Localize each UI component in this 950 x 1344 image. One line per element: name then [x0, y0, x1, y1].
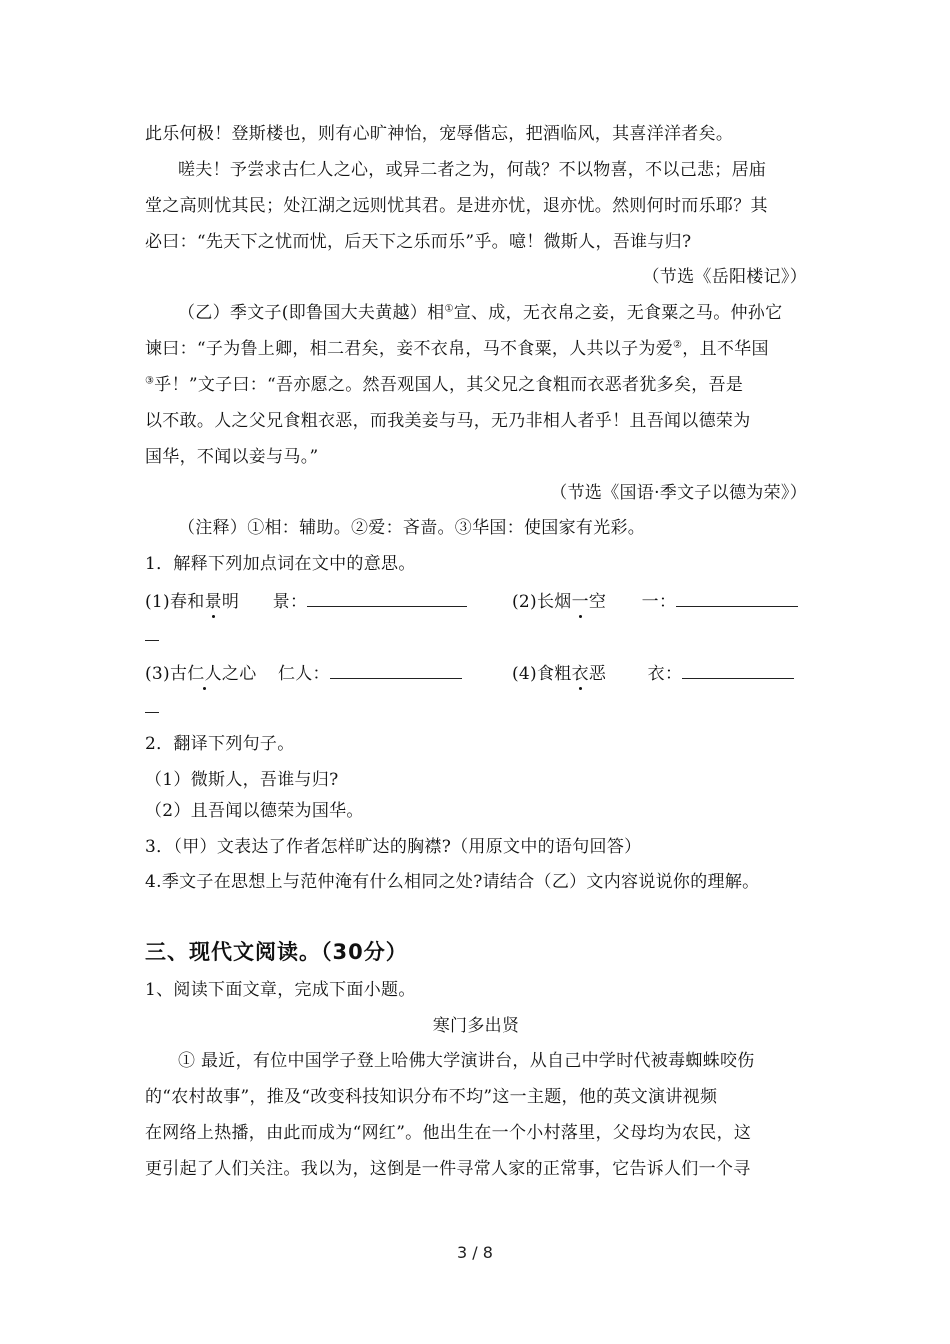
section-3-instruction: 1、阅读下面文章，完成下面小题。: [145, 980, 416, 1000]
answer-blank-1[interactable]: [307, 589, 467, 607]
answer-blank-3[interactable]: [330, 661, 462, 679]
passage-yi-line-3: [145, 374, 807, 396]
dotted-word: 衣: [571, 664, 589, 684]
question-1-row-2-overflow: [145, 697, 807, 719]
question-2-item-1: （1）微斯人，吾谁与归?: [145, 770, 339, 790]
item-prefix: (2)长烟: [512, 592, 572, 612]
answer-blank-2[interactable]: [676, 589, 798, 607]
item-suffix: 恶: [588, 664, 607, 684]
passage-jia-line-3: 堂之高则忧其民；处江湖之远则忧其君。是进亦忧，退亦忧。然则何时而乐耶？其: [145, 196, 768, 216]
question-1-item-1: [145, 589, 467, 613]
item-suffix: 空: [588, 592, 607, 612]
item-suffix: 明: [221, 592, 240, 612]
passage-yi-line-2: [145, 338, 807, 360]
answer-label: 景：: [272, 592, 308, 612]
question-1-item-2: [512, 589, 798, 613]
passage-jia-line-2: 嗟夫！予尝求古仁人之心，或异二者之为，何哉？不以物喜，不以己悲；居庙: [178, 160, 767, 180]
article-line-1: ① 最近，有位中国学子登上哈佛大学演讲台，从自己中学时代被毒蜘蛛咬伤: [178, 1051, 755, 1071]
answer-label: 一：: [641, 592, 677, 612]
article-line-3: 在网络上热播，由此而成为“网红”。他出生在一个小村落里，父母均为农民，这: [145, 1123, 752, 1143]
blank-overflow-dash: [145, 630, 159, 641]
article-line-2: 的“农村故事”，推及“改变科技知识分布不均”这一主题，他的英文演讲视频: [145, 1087, 718, 1107]
page-indicator: 3 / 8: [457, 1243, 493, 1262]
question-1-item-3: [145, 661, 462, 685]
passage-yi-line-1-b: 宣、成，无衣帛之妾，无食粟之马。仲孙它: [453, 303, 783, 323]
footnote-marker-3: ③: [145, 375, 155, 387]
question-1-row-2: [145, 661, 807, 683]
article-line-4: 更引起了人们关注。我以为，这倒是一件寻常人家的正常事，它告诉人们一个寻: [145, 1159, 751, 1179]
question-4-title: 4.季文子在思想上与范仲淹有什么相同之处?请结合（乙）文内容说说你的理解。: [145, 872, 760, 892]
passage-yi-line-3-b: 乎！”文子曰：“吾亦愿之。然吾观国人，其父兄之食粗而衣恶者犹多矣，吾是: [154, 375, 744, 395]
answer-label: 仁人：: [277, 664, 330, 684]
question-1-item-4: [512, 661, 794, 685]
question-1-row-1-overflow: [145, 625, 807, 647]
question-3-title: 3．（甲）文表达了作者怎样旷达的胸襟?（用原文中的语句回答）: [145, 837, 642, 857]
item-prefix: (1)春和: [145, 592, 205, 612]
passage-yi-line-5: 国华，不闻以妾与马。”: [145, 447, 319, 467]
item-prefix: (3)古: [145, 664, 188, 684]
blank-overflow-dash: [145, 702, 159, 713]
answer-blank-4[interactable]: [682, 661, 794, 679]
passage-jia-line-1: 此乐何极！登斯楼也，则有心旷神怡，宠辱偕忘，把酒临风，其喜洋洋者矣。: [145, 124, 734, 144]
question-2-title: 2．翻译下列句子。: [145, 734, 295, 754]
passage-yi-line-1: [178, 302, 807, 324]
dotted-word: 一: [571, 592, 589, 612]
passage-yi-annotation: （注释）①相：辅助。②爱：吝啬。③华国：使国家有光彩。: [178, 518, 646, 538]
passage-yi-source: （节选《国语·季文子以德为荣》）: [550, 483, 807, 503]
passage-yi-line-4: 以不敢。人之父兄食粗衣恶，而我美妾与马，无乃非相人者乎！且吾闻以德荣为: [145, 411, 751, 431]
article-title: 寒门多出贤: [432, 1016, 520, 1036]
dotted-word: 景: [204, 592, 222, 612]
footnote-marker-2: ②: [673, 339, 683, 351]
passage-yi-line-2-b: ，且不华国: [682, 339, 769, 359]
footnote-marker-1: ①: [444, 303, 454, 315]
answer-label: 衣：: [647, 664, 683, 684]
item-prefix: (4)食粗: [512, 664, 572, 684]
question-1-row-1: [145, 589, 807, 611]
section-3-heading: 三、现代文阅读。（30分）: [145, 940, 408, 964]
passage-jia-line-4: 必曰：“先天下之忧而忧，后天下之乐而乐”乎。噫！微斯人，吾谁与归?: [145, 232, 692, 252]
question-2-item-2: （2）且吾闻以德荣为国华。: [145, 801, 364, 821]
question-1-title: 1．解释下列加点词在文中的意思。: [145, 554, 416, 574]
passage-yi-line-1-a: （乙）季文子(即鲁国大夫黄越）相: [178, 303, 445, 323]
passage-yi-line-2-a: 谏曰：“子为鲁上卿，相二君矣，妾不衣帛，马不食粟，人共以子为爱: [145, 339, 673, 359]
dotted-word: 仁人: [187, 664, 222, 684]
item-suffix: 之心: [221, 664, 257, 684]
passage-jia-source: （节选《岳阳楼记》）: [642, 267, 807, 287]
